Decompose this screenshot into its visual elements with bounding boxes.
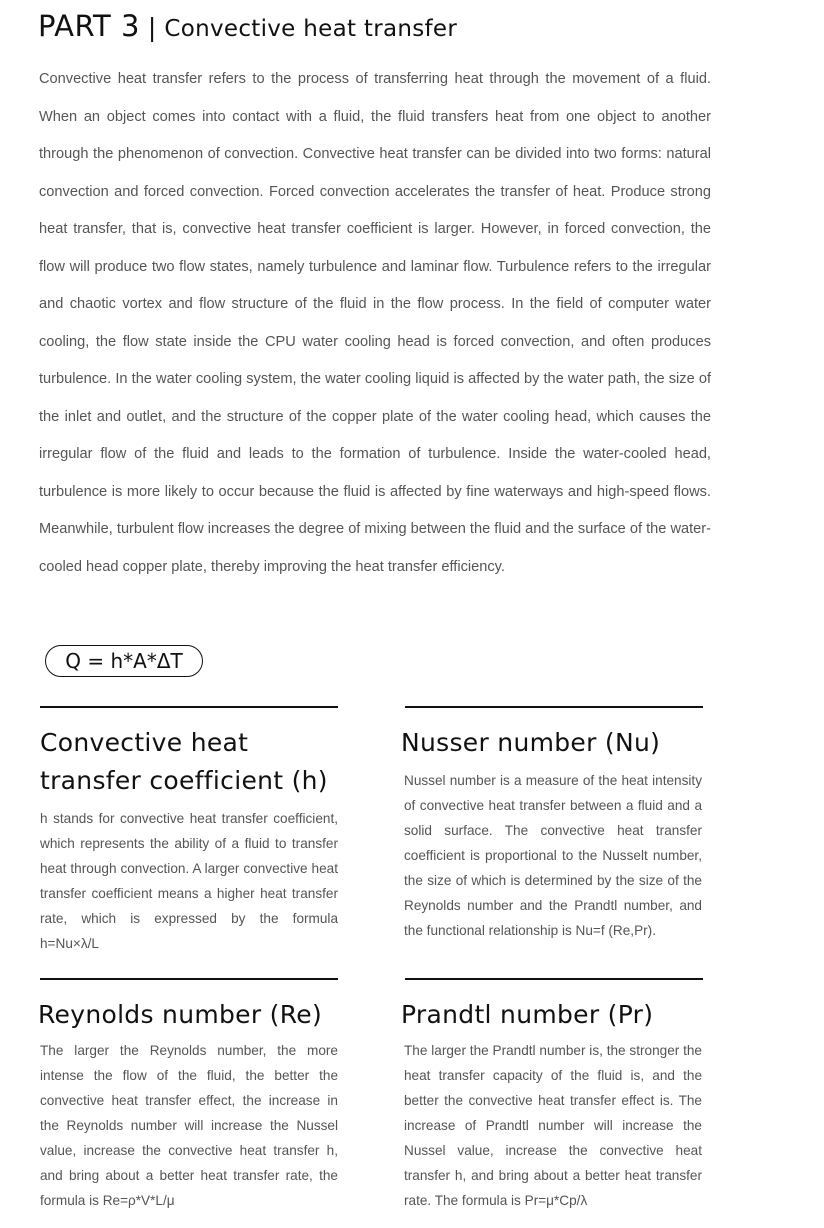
card-nusselt-number [401,706,703,943]
card-convective-coefficient [40,706,338,956]
card-body: Nussel number is a measure of the heat intensity of convective heat transfer between a fluid and a solid surface. The convective heat transfer coefficient is proportional to the Nusselt number, the size of which is determined by the size of the Reynolds number and the Prandtl number, and the functional relationship is Nu=f (Re,Pr). [404,773,702,938]
card-title: Prandtl number (Pr) [401,1000,654,1029]
card-body: The larger the Prandtl number is, the stronger the heat transfer capacity of the fluid is, and the better the convective heat transfer effect is. The increase of Prandtl number will increase the Nussel value, increase the convective heat transfer h, and bring about a better heat transfer rate. The formula is Pr=μ*Cp/λ [404,1043,702,1208]
card-prandtl-number [401,978,703,1213]
card-title: Reynolds number (Re) [38,1000,323,1029]
intro-paragraph: Convective heat transfer refers to the process of transferring heat through the movement of a fluid. When an object comes into contact with a fluid, the fluid transfers heat from one object to another through the phenomenon of convection. Convective heat transfer can be divided into two forms: natural convection and forced convection. Forced convection accelerates the transfer of heat. Produce strong heat transfer, that is, convective heat transfer coefficient is larger. However, in forced convection, the flow will produce two flow states, namely turbulence and laminar flow. Turbulence refers to the irregular and chaotic vortex and flow structure of the fluid in the flow process. In the field of computer water cooling, the flow state inside the CPU water cooling head is forced convection, and often produces turbulence. In the water cooling system, the water cooling liquid is affected by the water path, the size of the inlet and outlet, and the structure of the copper plate of the water cooling head, which causes the irregular flow of the fluid and leads to the formation of turbulence. Inside the water-cooled head, turbulence is more likely to occur because the fluid is affected by fine waterways and high-speed flows. Meanwhile, turbulent flow increases the degree of mixing between the fluid and the surface of the water-cooled head copper plate, thereby improving the heat transfer efficiency. [39,71,711,575]
card-title: Convective heat transfer coefficient (h) [40,728,328,795]
section-title: Convective heat transfer [164,16,458,42]
card-reynolds-number [40,978,338,1213]
card-divider [405,706,703,708]
card-title: Nusser number (Nu) [401,728,661,757]
card-body: The larger the Reynolds number, the more intense the flow of the fluid, the better the convective heat transfer effect, the increase in the Reynolds number will increase the Nussel value, increase the convective heat transfer h, and bring about a better heat transfer rate, the formula is Re=ρ*V*L/μ [40,1043,338,1208]
card-divider [40,706,338,708]
title-separator: | [147,13,157,42]
part-label: PART 3 [38,9,140,43]
formula-badge [45,645,203,677]
card-divider [405,978,703,980]
card-body: h stands for convective heat transfer coefficient, which represents the ability of a fluid to transfer heat through convection. A larger convective heat transfer coefficient means a higher heat transfer rate, which is expressed by the formula h=Nu×λ/L [40,811,338,951]
formula-text: Q = h*A*ΔT [65,649,183,673]
card-divider [40,978,338,980]
page-title [38,6,457,48]
